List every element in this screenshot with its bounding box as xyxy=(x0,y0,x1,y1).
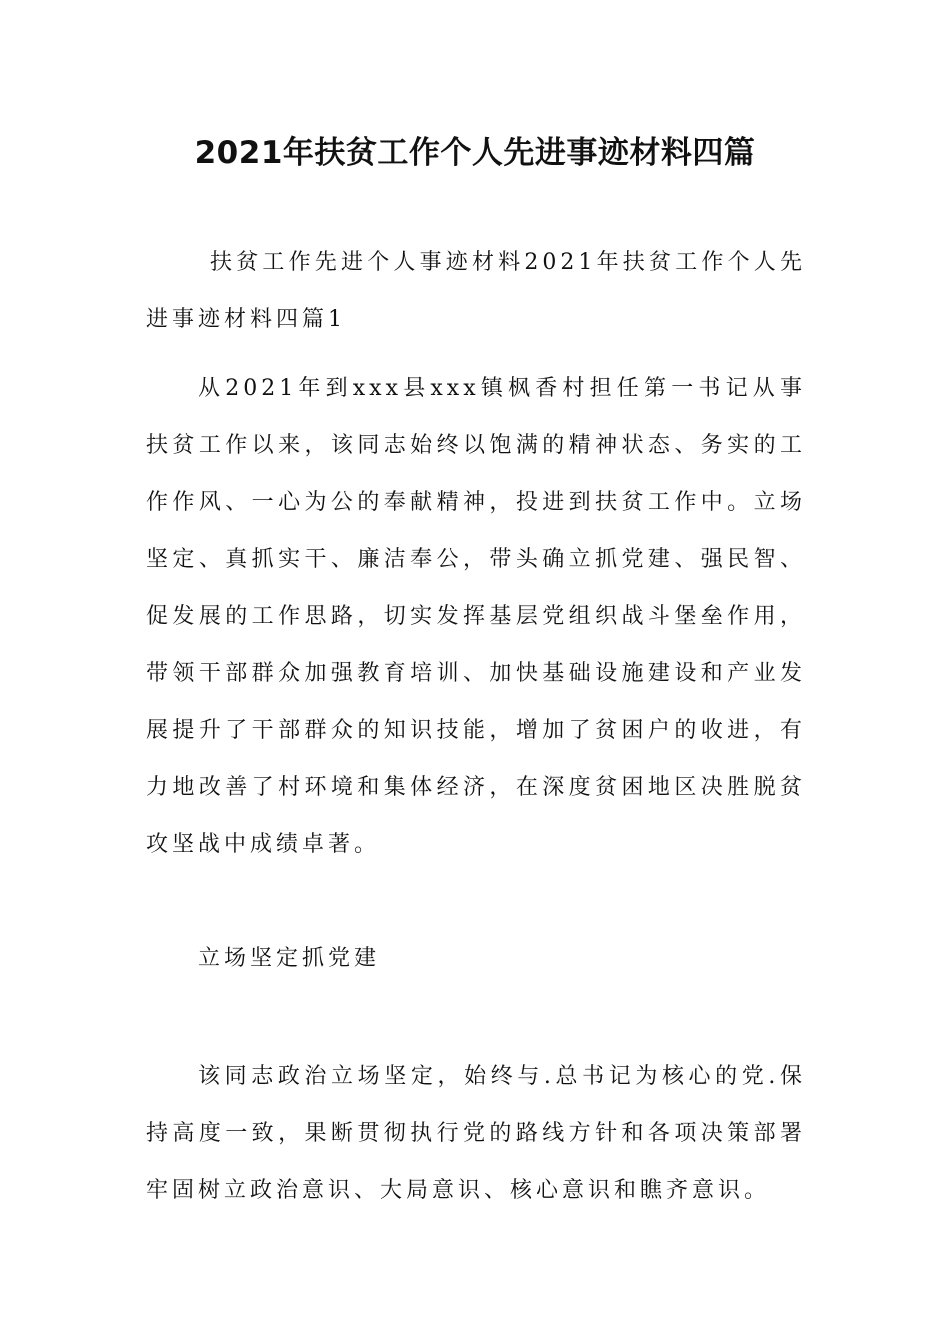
document-title: 2021年扶贫工作个人先进事迹材料四篇 xyxy=(194,135,756,171)
section-heading: 立场坚定抓党建 xyxy=(198,946,381,971)
body-paragraph: 从2021年到xxx县xxx镇枫香村担任第一书记从事扶贫工作以来，该同志始终以饱满的精神状态、务实的工作作风、一心为公的奉献精神，投进到扶贫工作中。立场坚定、真抓实干、廉洁奉公，带头确立抓党建、强民智、促发展的工作思路，切实发挥基层党组织战斗堡垒作用，带领干部群众加强教育培训、加快基础设施建设和产业发展提升了干部群众的知识技能，增加了贫困户的收进，有力地改善了村环境和集体经济，在深度贫困地区决胜脱贫攻坚战中成绩卓著。 xyxy=(146,376,806,857)
intro-paragraph: 扶贫工作先进个人事迹材料2021年扶贫工作个人先进事迹材料四篇1 xyxy=(146,250,806,332)
body-paragraph: 该同志政治立场坚定，始终与.总书记为核心的党.保持高度一致，果断贯彻执行党的路线方针和各项决策部署牢固树立政治意识、大局意识、核心意识和瞧齐意识。 xyxy=(146,1064,806,1203)
